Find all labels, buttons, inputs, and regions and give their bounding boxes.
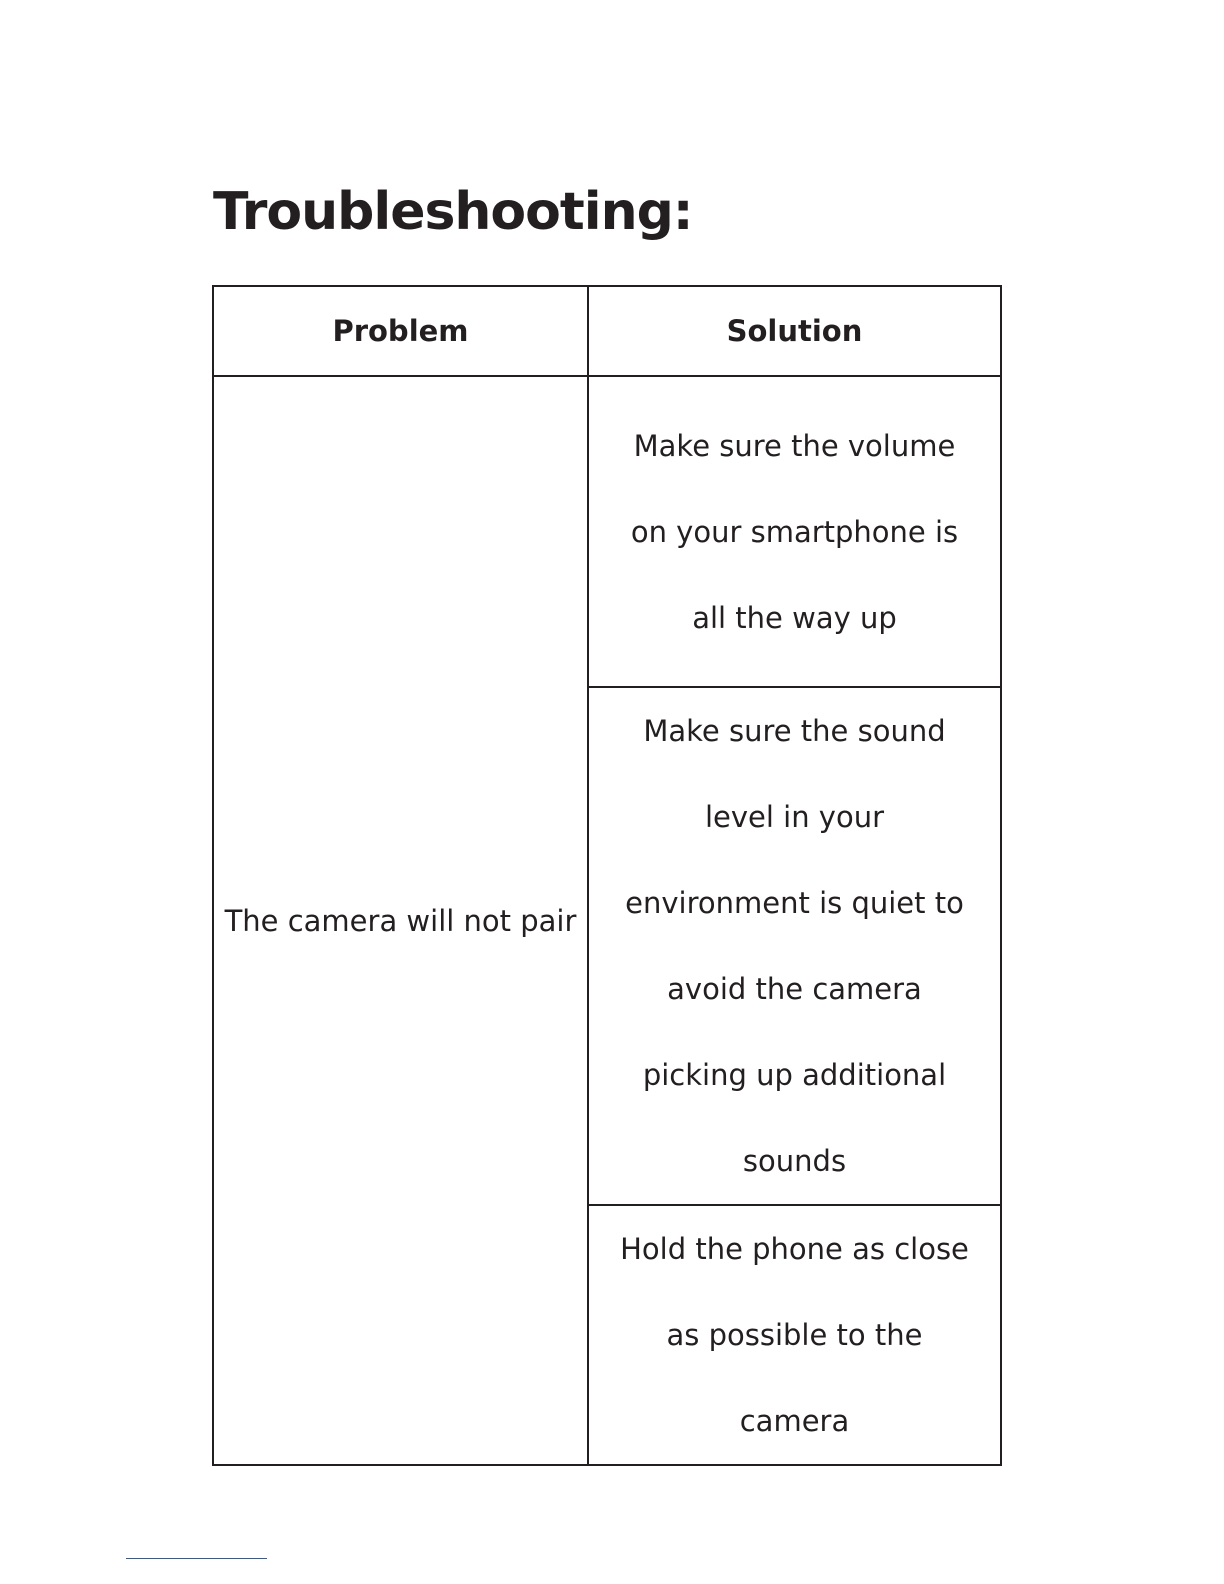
solution-cell [588, 376, 1001, 687]
table-header [213, 286, 1001, 376]
solution-column-header: Solution [588, 286, 1001, 376]
solution-text: Hold the phone as close as possible to the camera [620, 1232, 969, 1438]
solution-cell [588, 687, 1001, 1205]
problem-cell: The camera will not pair [213, 376, 588, 1465]
solution-text: Make sure the volume on your smartphone is all the way up [630, 428, 959, 635]
table-body [213, 376, 1001, 1465]
troubleshooting-table [212, 285, 1002, 1466]
problem-column-header: Problem [213, 286, 588, 376]
footer-rule [126, 1558, 267, 1559]
solution-cell [588, 1205, 1001, 1465]
solution-text: Make sure the sound level in your environment is quiet to avoid the camera picking up additional sounds [625, 714, 964, 1178]
table-header-row [213, 286, 1001, 376]
page-title: Troubleshooting: [213, 182, 693, 242]
table-row [213, 376, 1001, 687]
